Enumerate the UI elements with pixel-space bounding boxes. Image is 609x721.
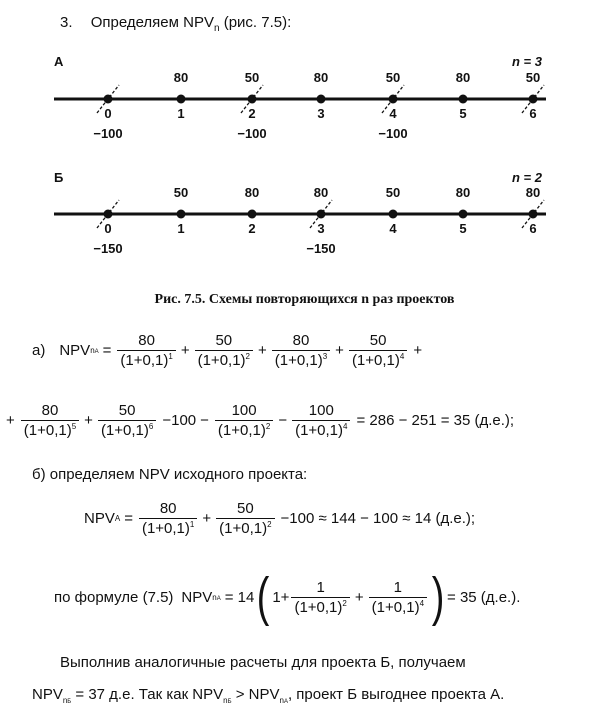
fraction-exponent: 2 <box>265 422 271 431</box>
cashflow-value: 80 <box>244 185 260 200</box>
cashflow-value: 80 <box>455 185 471 200</box>
formula-b-intro: б) определяем NPV исходного проекта: <box>32 466 308 483</box>
cashflow-value: 50 <box>385 70 401 85</box>
period-dot <box>248 210 257 219</box>
formula-c-one-plus: 1+ <box>272 588 290 606</box>
fraction-numerator: 1 <box>369 579 427 598</box>
fraction <box>216 500 274 537</box>
fraction-numerator: 50 <box>216 500 274 519</box>
fraction-exponent: 1 <box>168 352 173 361</box>
period-dot <box>177 210 186 219</box>
fraction-denominator: (1+0,1) <box>274 352 323 369</box>
cashflow-value: 50 <box>525 70 541 85</box>
formula-b-lhs: NPV <box>84 510 115 527</box>
fraction <box>139 500 197 537</box>
diagram-b-axis <box>0 199 609 229</box>
fraction-exponent: 3 <box>322 352 328 361</box>
operator: − <box>278 412 288 429</box>
period-label: 6 <box>529 106 537 121</box>
period-label: 2 <box>248 106 256 121</box>
fraction <box>195 332 253 369</box>
period-label: 5 <box>459 106 467 121</box>
conclusion-gt: > NPV <box>231 686 280 703</box>
fraction <box>292 402 350 439</box>
conclusion-sub-a: n <box>279 696 284 705</box>
fraction <box>117 332 175 369</box>
fraction-denominator: (1+0,1) <box>120 352 169 369</box>
investment-value: −100 <box>93 126 123 141</box>
conclusion-npv-b: NPV <box>32 686 63 703</box>
diagram-b-label: Б <box>54 170 64 185</box>
left-paren: ( <box>257 567 270 627</box>
fraction <box>21 402 79 439</box>
fraction-exponent: 6 <box>148 422 154 431</box>
period-dot <box>459 210 468 219</box>
formula-c-lhs-subsub: A <box>216 595 221 602</box>
conclusion-subsub-a: A <box>283 699 288 705</box>
fraction-denominator: (1+0,1) <box>351 352 400 369</box>
formula-a-terms-1 <box>115 332 409 369</box>
fraction-exponent: 4 <box>419 598 425 608</box>
operator: + <box>202 510 212 527</box>
fraction <box>349 332 407 369</box>
formula-b-terms <box>137 500 277 537</box>
fraction-numerator: 80 <box>21 402 79 421</box>
cashflow-value: 50 <box>385 185 401 200</box>
fraction-denominator: (1+0,1) <box>371 598 420 616</box>
formula-c-lhs-sub: n <box>212 592 217 602</box>
formula-c-terms <box>289 579 429 616</box>
fraction-denominator: (1+0,1) <box>141 520 190 537</box>
fraction <box>291 579 349 616</box>
conclusion-value: = 37 д.е. Так как NPV <box>71 686 224 703</box>
cashflow-value: 80 <box>313 70 329 85</box>
diagram-b-n-label: n = 2 <box>512 170 542 185</box>
period-label: 1 <box>177 106 185 121</box>
operator: + <box>180 342 190 359</box>
fraction-numerator: 80 <box>117 332 175 351</box>
formula-b: NPV A = $\frac{80}{(1+0,1)^1}$ + $\frac{50}{(1+0,1)^2}$ −100 ≈ 144 − 100 ≈ 14 (д.е.); <box>84 500 476 537</box>
formula-a-minus100: −100 <box>162 412 197 429</box>
right-paren: ) <box>431 567 445 627</box>
investment-value: −100 <box>378 126 408 141</box>
fraction-denominator: (1+0,1) <box>217 422 266 439</box>
period-label: 1 <box>177 221 185 236</box>
conclusion-line2 <box>32 686 504 705</box>
operator: + <box>84 412 93 429</box>
cashflow-value: 80 <box>173 70 189 85</box>
diagram-a-n-label: n = 3 <box>512 54 542 69</box>
investment-value: −150 <box>306 241 336 256</box>
operator: − <box>200 412 209 429</box>
fraction-numerator: 1 <box>291 579 349 598</box>
formula-a-lhs-subsub: A <box>94 349 99 355</box>
fraction-denominator: (1+0,1) <box>23 422 72 439</box>
period-dot <box>389 210 398 219</box>
cashflow-value: 50 <box>244 70 260 85</box>
investment-value: −150 <box>93 241 123 256</box>
period-dot <box>317 95 326 104</box>
period-dot <box>177 95 186 104</box>
formula-a-lhs: NPV <box>59 342 91 359</box>
fraction-denominator: (1+0,1) <box>219 520 268 537</box>
conclusion-tail: , проект Б выгоднее проекта А. <box>287 686 505 703</box>
period-label: 3 <box>317 221 325 236</box>
fraction <box>272 332 330 369</box>
fraction-denominator: (1+0,1) <box>294 598 343 616</box>
formula-c-mult: = 14 <box>224 588 255 606</box>
fraction-exponent: 2 <box>342 598 347 608</box>
operator: + <box>354 588 364 606</box>
fraction-exponent: 2 <box>267 520 272 529</box>
fraction-denominator: (1+0,1) <box>197 352 246 369</box>
conclusion-sub-b: n <box>62 696 68 705</box>
heading-text: Определяем NPV <box>90 14 214 31</box>
fraction-denominator: (1+0,1) <box>295 422 344 439</box>
period-label: 6 <box>529 221 537 236</box>
diagram-a-label: А <box>54 54 64 69</box>
section-heading <box>60 14 291 34</box>
figure-caption: Рис. 7.5. Схемы повторяющихся n раз проектов <box>154 292 455 307</box>
conclusion-line1: Выполнив аналогичные расчеты для проекта Б, получаем <box>60 654 466 671</box>
formula-a-prefix: а) <box>32 342 46 359</box>
fraction-exponent: 4 <box>343 422 348 431</box>
fraction-exponent: 1 <box>189 520 195 529</box>
formula-a-result: = 286 − 251 = 35 (д.е.); <box>356 412 515 429</box>
cashflow-value: 80 <box>455 70 471 85</box>
fraction-numerator: 80 <box>139 500 197 519</box>
investment-value: −100 <box>237 126 267 141</box>
period-label: 0 <box>104 106 112 121</box>
formula-a-lhs-sub: n <box>90 346 95 355</box>
fraction <box>215 402 273 439</box>
formula-c <box>54 567 521 627</box>
heading-tail: (рис. 7.5): <box>219 14 292 31</box>
formula-c-lhs: NPV <box>181 588 213 606</box>
period-dot <box>459 95 468 104</box>
operator: + <box>335 342 344 359</box>
fraction <box>369 579 427 616</box>
diagram-a-axis <box>0 84 609 114</box>
formula-a-line1: а) NPV nA = $\frac{80}{(1+0,1)^1}$ + $\frac{50}{(1+0,1)^2}$ + $\frac{80}{(1+0,1)^3}$ + $\frac{50}{(1+0,1)^4}$ + <box>32 332 423 369</box>
heading-number: 3. <box>60 14 73 31</box>
fraction-numerator: 50 <box>349 332 407 351</box>
cashflow-value: 50 <box>173 185 189 200</box>
fraction-numerator: 100 <box>215 402 273 421</box>
fraction-exponent: 2 <box>245 352 250 361</box>
fraction-exponent: 4 <box>399 352 405 361</box>
formula-a-terms-2 <box>19 402 159 439</box>
fraction-numerator: 80 <box>272 332 330 351</box>
formula-c-prefix: по формуле (7.5) <box>54 588 174 606</box>
formula-c-result: = 35 (д.е.). <box>447 588 521 606</box>
period-label: 5 <box>459 221 467 236</box>
period-label: 0 <box>104 221 112 236</box>
formula-a-line2: + $\frac{80}{(1+0,1)^5}$ + $\frac{50}{(1+0,1)^6}$ −100 − $\frac{100}{(1+0,1)^2}$ − $\frac{100}{(1+0,1)^4}$ = 286 − 251 = 35 (д.е.); <box>6 402 515 439</box>
heading-sub: n <box>213 23 220 34</box>
formula-a-neg-terms <box>200 402 352 439</box>
fraction <box>98 402 156 439</box>
fraction-numerator: 50 <box>98 402 156 421</box>
period-label: 4 <box>389 106 397 121</box>
formula-b-lhs-sub: A <box>114 514 121 523</box>
conclusion-subsub-b: Б <box>67 699 72 705</box>
formula-b-result: −100 ≈ 144 − 100 ≈ 14 (д.е.); <box>280 510 476 527</box>
period-label: 3 <box>317 106 325 121</box>
fraction-exponent: 5 <box>71 422 77 431</box>
period-label: 2 <box>248 221 256 236</box>
cashflow-value: 80 <box>525 185 541 200</box>
period-label: 4 <box>389 221 397 236</box>
operator: + <box>258 342 267 359</box>
conclusion-sub-b2: n <box>223 696 228 705</box>
cashflow-value: 80 <box>313 185 329 200</box>
fraction-numerator: 100 <box>292 402 350 421</box>
conclusion-subsub-b2: Б <box>227 699 232 705</box>
fraction-denominator: (1+0,1) <box>100 422 149 439</box>
fraction-numerator: 50 <box>195 332 253 351</box>
